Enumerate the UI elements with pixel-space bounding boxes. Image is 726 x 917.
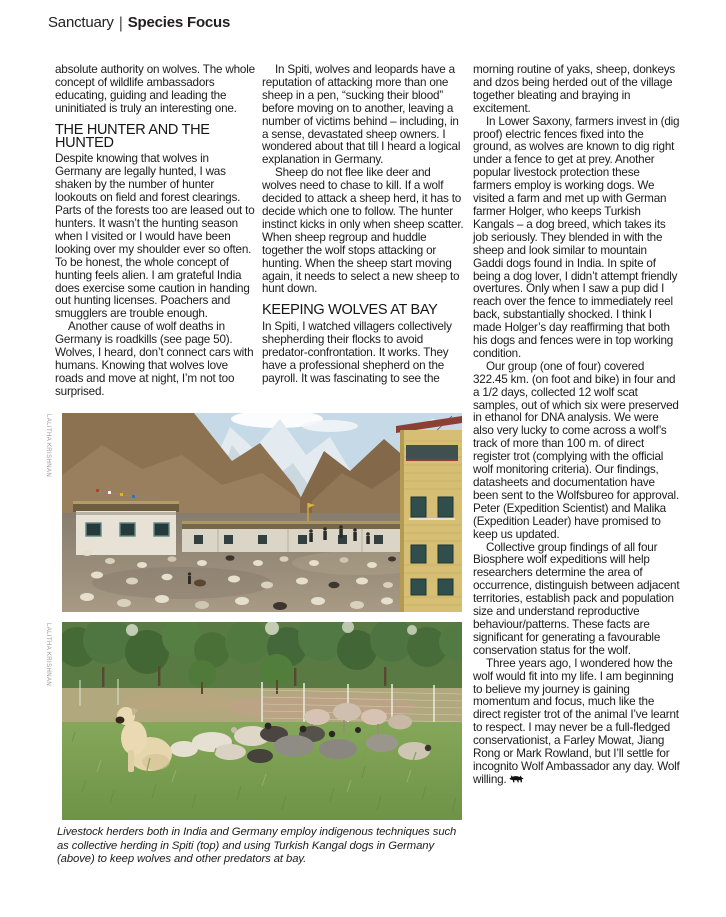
heading-keeping-wolves-at-bay: KEEPING WOLVES AT BAY <box>262 302 438 319</box>
yellow-building <box>396 416 462 612</box>
section-title: Species Focus <box>127 14 231 31</box>
paragraph: morning routine of yaks, sheep, donkeys and dzos being herded out of the village together bleating and braying in excitement. <box>473 63 676 115</box>
paragraph: Sheep do not flee like deer and wolves need to chase to kill. If a wolf decided to attack a sheep herd, it has to decide which one to follow. The hunter instinct kicks in only when sheep scatter. When sheep regroup and huddle together the wolf stops attacking or hunting. When the sheep start moving again, it needs to select a new sheep to hunt down. <box>262 166 464 296</box>
magazine-name: Sanctuary <box>48 14 114 31</box>
paragraph: Another cause of wolf deaths in Germany is roadkills (see page 50). Wolves, I heard, don’t connect cars with humans. Knowing that wolves love roads and move at night, I’m not too surprised. <box>55 320 254 398</box>
photo-credit: LALITHA KRISHNAN <box>45 414 51 478</box>
closing-paragraph <box>473 658 680 787</box>
wolf-endmark-icon <box>509 774 524 784</box>
paragraph: Our group (one of four) covered 322.45 km. (on foot and bike) in four and a 1/2 days, collected 12 wolf scat samples, out of which six were preserved in ethanol for DNA analysis. We were also very lucky to come across a wolf’s track of more than 100 m. of direct register trot (complying with the official wolf monitoring criteria). Our findings, datasheets and documentation have been sent to the Wolfsbureo for approval. Peter (Expedition Scientist) and Malika (Expedition Leader) have promised to keep us updated. <box>473 359 679 541</box>
paragraph: In Spiti, wolves and leopards have a reputation of attacking more than one sheep in a pen, “sucking their blood” before moving on to another, leaving a number of victims behind – including, in a sense, devastated sheep owners. I wondered about that till I heard a logical explanation in Germany. <box>262 63 461 167</box>
spiti-photo <box>62 413 462 612</box>
photo-credit: LALITHA KRISHNAN <box>45 623 51 687</box>
kangal-photo <box>62 622 462 820</box>
text-column-3 <box>473 64 680 787</box>
text-column-2 <box>262 64 464 386</box>
kicker-divider: | <box>118 15 123 32</box>
paragraph: In Spiti, I watched villagers collectively shepherding their flocks to avoid predator-confrontation. It works. They have a professional shepherd on the payroll. It was fascinating to see the <box>262 320 452 385</box>
paragraph: In Lower Saxony, farmers invest in (dig proof) electric fences fixed into the ground, as wolves are known to dig right under a fence to get at prey. Another popular livestock protection these farmers employ is working dogs. We visited a farm and met up with German farmer Holger, who keeps Turkish Kangals – a dog breed, which takes its job seriously. They blended in with the sheep and look similar to mountain Gaddi dogs found in India. In spite of being a dog lover, I didn’t attempt friendly overtures. Only when I saw a pup did I reach over the fence to immediately reel back, substantially shocked. I think I made Holger’s day reaffirming that both his dogs and fences were in top working condition. <box>473 114 680 360</box>
photo-caption <box>57 826 465 867</box>
heading-hunter-and-hunted: THE HUNTER AND THE HUNTED <box>55 121 210 151</box>
paragraph: absolute authority on wolves. The whole concept of wildlife ambassadors educating, guiding and leading the uninitiated is truly an interesting one. <box>55 63 255 115</box>
text-column-1 <box>55 64 257 399</box>
paragraph: Despite knowing that wolves in Germany are legally hunted, I was shaken by the number of hunter lookouts on field and forest clearings. Parts of the forests too are leased out to hunters. It wasn’t the hunting season when I visited or I would have been looking over my shoulder ever so often. To be honest, the whole concept of hunting feels alien. I am grateful India does exercise some caution in handing out hunting licenses. Poachers and smugglers are trouble enough. <box>55 152 255 321</box>
paragraph: Collective group findings of all four Biosphere wolf expeditions will help researchers determine the area of occurrence, distinguish between adjacent territories, establish pack and population size and understand reproductive behaviour/patterns. These facts are significant for generating a favourable conservation status for the wolf. <box>473 540 680 657</box>
caption-text: Livestock herders both in India and Germany employ indigenous techniques such as collective herding in Spiti (top) and using Turkish Kangal dogs in Germany (above) to keep wolves and other predators at bay. <box>57 826 457 866</box>
page-kicker <box>48 14 230 32</box>
closing-text: Three years ago, I wondered how the wolf would fit into my life. I am beginning to believe my journey is gaining momentum and focus, much like the direct register trot of the animal I’ve learnt to respect. I may never be a full-fledged conservationist, a Farley Mowat, Jiang Rong or Mark Rowland, but I’ll settle for incognito Wolf Ambassador any day. Wolf willing. <box>473 656 680 786</box>
